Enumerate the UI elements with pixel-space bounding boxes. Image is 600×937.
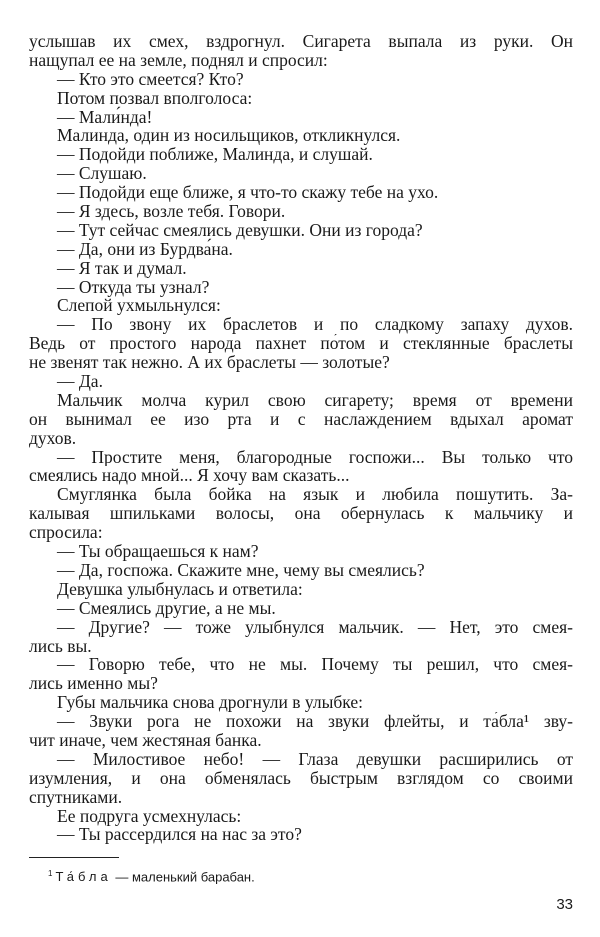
footnote-marker: 1 [48, 869, 53, 878]
text-line: — Ты рассердился на нас за это? [57, 824, 302, 845]
text-line: — Да. [57, 371, 103, 392]
text-line: Губы мальчика снова дрогнули в улыбке: [57, 692, 363, 713]
text-line: Потом позвал вполголоса: [57, 87, 253, 108]
text-line: — Смеялись другие, а не мы. [57, 597, 276, 618]
text-line: он вынимал ее изо рта и с наслаждением вдыхал аромат [29, 409, 573, 429]
text-line: — Ты обращаешься к нам? [57, 541, 259, 562]
text-line: лись вы. [29, 635, 92, 656]
text-line: калывая шпильками волосы, она обернулась к мальчику и [29, 504, 573, 524]
footnote-definition: — маленький барабан. [115, 869, 255, 885]
footnote-divider [29, 857, 119, 858]
text-line: — Да, они из Бурдва́на. [57, 238, 233, 259]
text-line: — Мали́нда! [57, 106, 153, 127]
text-line: — Другие? — тоже улыбнулся мальчик. — Нет, это смея- [57, 617, 573, 637]
text-line: — Тут сейчас смеялись девушки. Они из города? [57, 219, 423, 240]
text-line: Мальчик молча курил свою сигарету; время от времени [57, 390, 573, 410]
text-line: Ведь от простого народа пахнет по́том и стеклянные браслеты [29, 334, 573, 354]
text-line: не звенят так нежно. А их браслеты — золотые? [29, 352, 390, 373]
text-line: духов. [29, 427, 77, 448]
body-text [29, 32, 573, 844]
text-line: изумления, и она обменялась быстрым взглядом со своими [29, 768, 573, 788]
text-line: — Кто это смеется? Кто? [57, 68, 244, 89]
page-number: 33 [556, 896, 573, 913]
text-line: Ее подруга усмехнулась: [57, 805, 242, 826]
text-line: — Слушаю. [57, 163, 147, 184]
text-line: — Простите меня, благородные госпожи... Вы только что [57, 447, 573, 467]
footnote-term: Та́бла [55, 869, 112, 885]
text-line: — Откуда ты узнал? [57, 276, 210, 297]
text-line: Малинда, один из носильщиков, откликнулся. [57, 125, 401, 146]
text-line: — Подойди поближе, Малинда, и слушай. [57, 144, 373, 165]
text-line: — Говорю тебе, что не мы. Почему ты решил, что смея- [57, 655, 573, 675]
footnote [48, 869, 255, 884]
text-line: — Да, госпожа. Скажите мне, чему вы смеялись? [57, 559, 425, 580]
text-line: чит иначе, чем жестяная банка. [29, 729, 262, 750]
text-line: — Милостивое небо! — Глаза девушки расширились от [57, 749, 573, 769]
text-line: — Подойди еще ближе, я что-то скажу тебе на ухо. [57, 182, 439, 203]
text-line: Слепой ухмыльнулся: [57, 295, 221, 316]
text-line: нащупал ее на земле, поднял и спросил: [29, 49, 328, 70]
text-line: — Звуки рога не похожи на звуки флейты, и та́бла¹ зву- [57, 712, 573, 731]
text-line: спутниками. [29, 786, 123, 807]
text-line: спросила: [29, 522, 103, 543]
text-line: лись именно мы? [29, 673, 158, 694]
text-line: смеялись надо мной... Я хочу вам сказать... [29, 465, 350, 486]
text-line: Девушка улыбнулась и ответила: [57, 578, 303, 599]
text-line: услышав их смех, вздрогнул. Сигарета выпала из руки. Он [29, 32, 573, 51]
text-line: — Я здесь, возле тебя. Говори. [57, 201, 286, 222]
text-line: — По звону их браслетов и по сладкому запаху духов. [57, 315, 573, 335]
text-line: — Я так и думал. [57, 257, 187, 278]
text-line: Смуглянка была бойка на язык и любила пошутить. За- [57, 485, 573, 505]
